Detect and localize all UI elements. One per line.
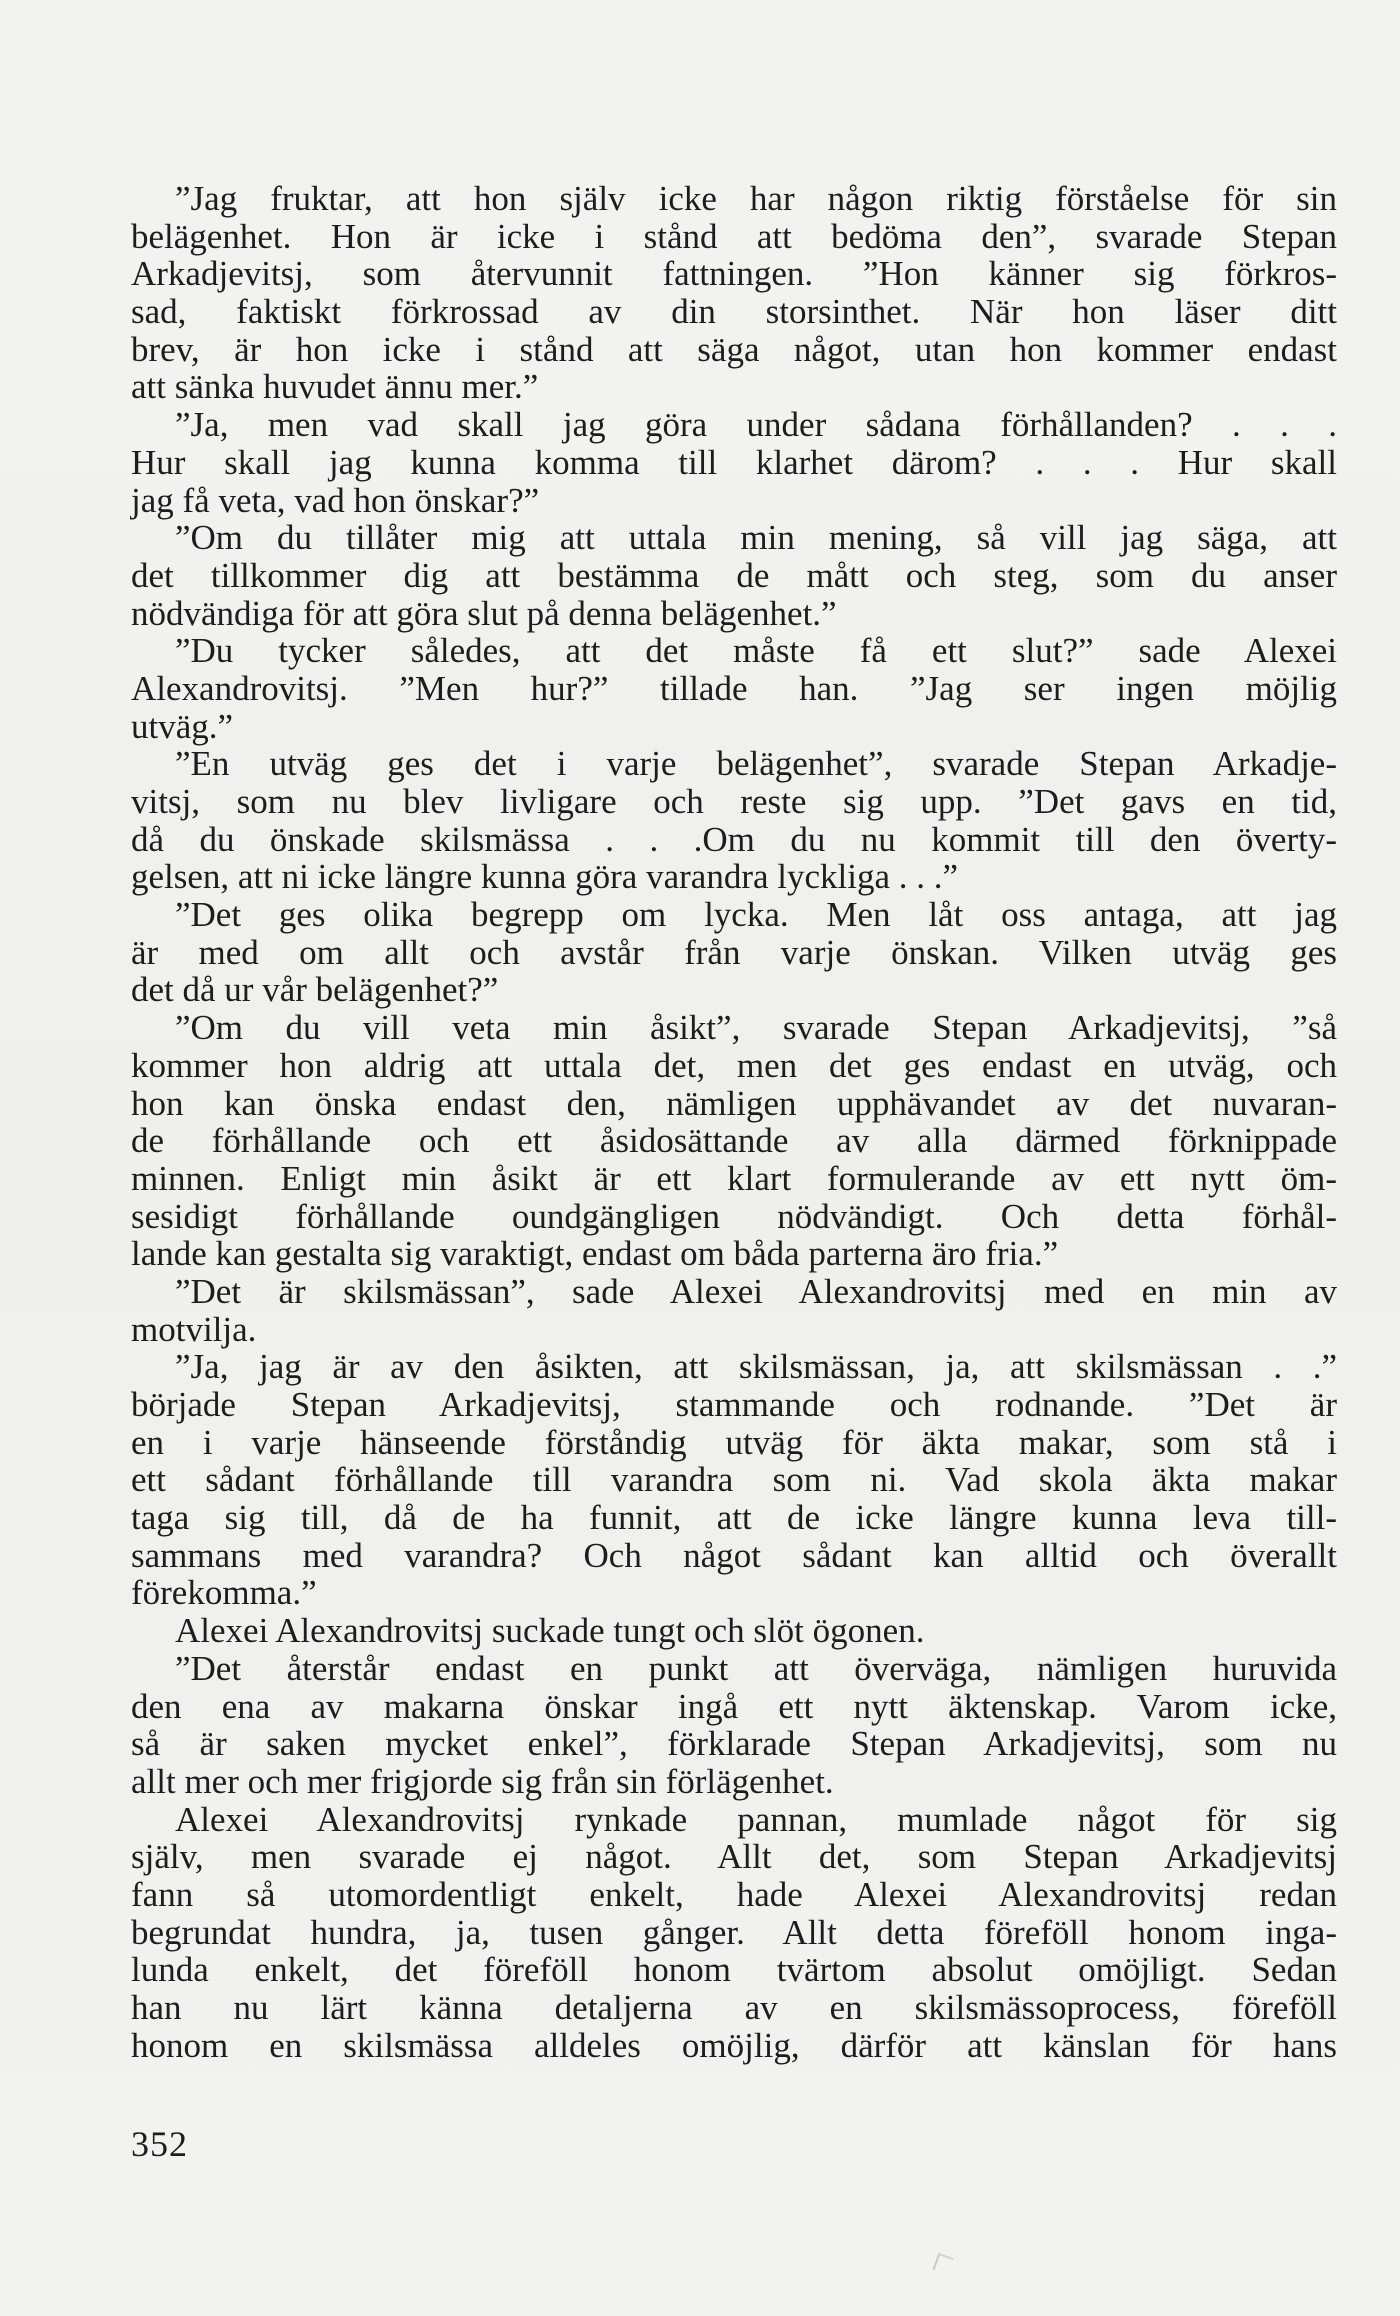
text-line: den ena av makarna önskar ingå ett nytt äktenskap. Varom icke,	[131, 1686, 1337, 1726]
text-line: utväg.”	[131, 706, 234, 746]
text-line: fann så utomordentligt enkelt, hade Alexei Alexandrovitsj redan	[131, 1874, 1337, 1914]
text-line: de förhållande och ett åsidosättande av alla därmed förknippade	[131, 1121, 1337, 1161]
text-line: Hur skall jag kunna komma till klarhet därom? . . . Hur skall	[131, 442, 1337, 482]
text-line: ”Ja, jag är av den åsikten, att skilsmässan, ja, att skilsmässan . .”	[175, 1347, 1337, 1387]
body-text	[131, 180, 1337, 2064]
text-line: minnen. Enligt min åsikt är ett klart formulerande av ett nytt öm-	[131, 1158, 1337, 1198]
text-line: Alexandrovitsj. ”Men hur?” tillade han. ”Jag ser ingen möjlig	[131, 668, 1337, 708]
text-line: sesidigt förhållande oundgängligen nödvändigt. Och detta förhål-	[131, 1196, 1337, 1236]
text-line: Alexei Alexandrovitsj rynkade pannan, mumlade något för sig	[175, 1799, 1337, 1839]
text-line: belägenhet. Hon är icke i stånd att bedöma den”, svarade Stepan	[131, 216, 1337, 256]
text-line: då du önskade skilsmässa . . .Om du nu kommit till den överty-	[131, 819, 1337, 859]
text-line: hon kan önska endast den, nämligen upphävandet av det nuvaran-	[131, 1083, 1337, 1123]
text-line: gelsen, att ni icke längre kunna göra varandra lyckliga . . .”	[131, 857, 959, 897]
paper-mark	[932, 2253, 953, 2275]
text-line: ”Det återstår endast en punkt att överväga, nämligen huruvida	[175, 1648, 1337, 1688]
text-line: allt mer och mer frigjorde sig från sin förlägenhet.	[131, 1761, 834, 1801]
text-line: så är saken mycket enkel”, förklarade Stepan Arkadjevitsj, som nu	[131, 1724, 1337, 1764]
text-line: nödvändiga för att göra slut på denna belägenhet.”	[131, 593, 837, 633]
text-line: kommer hon aldrig att uttala det, men det ges endast en utväg, och	[131, 1045, 1337, 1085]
text-line: är med om allt och avstår från varje önskan. Vilken utväg ges	[131, 932, 1337, 972]
text-line: ”En utväg ges det i varje belägenhet”, svarade Stepan Arkadje-	[175, 744, 1337, 784]
text-line: sad, faktiskt förkrossad av din storsinthet. När hon läser ditt	[131, 292, 1337, 332]
text-line: började Stepan Arkadjevitsj, stammande och rodnande. ”Det är	[131, 1385, 1337, 1424]
text-line: ”Det är skilsmässan”, sade Alexei Alexandrovitsj med en min av	[175, 1271, 1337, 1311]
text-line: förekomma.”	[131, 1573, 317, 1613]
text-line: lande kan gestalta sig varaktigt, endast om båda parterna äro fria.”	[131, 1234, 1059, 1274]
text-line: jag få veta, vad hon önskar?”	[131, 480, 540, 520]
page-number: 352	[131, 2124, 188, 2164]
text-line: Alexei Alexandrovitsj suckade tungt och slöt ögonen.	[175, 1611, 925, 1651]
text-line: ”Om du vill veta min åsikt”, svarade Stepan Arkadjevitsj, ”så	[175, 1008, 1337, 1048]
text-line: själv, men svarade ej något. Allt det, som Stepan Arkadjevitsj	[131, 1837, 1337, 1877]
text-line: Arkadjevitsj, som återvunnit fattningen. ”Hon känner sig förkros-	[131, 254, 1337, 294]
text-line: det då ur vår belägenhet?”	[131, 970, 499, 1010]
text-line: det tillkommer dig att bestämma de mått och steg, som du anser	[131, 555, 1337, 595]
text-line: vitsj, som nu blev livligare och reste sig upp. ”Det gavs en tid,	[131, 782, 1337, 821]
text-line: ett sådant förhållande till varandra som ni. Vad skola äkta makar	[131, 1460, 1337, 1500]
text-line: brev, är hon icke i stånd att säga något, utan hon kommer endast	[131, 329, 1337, 369]
text-line: en i varje hänseende förståndig utväg för äkta makar, som stå i	[131, 1422, 1337, 1462]
text-line: begrundat hundra, ja, tusen gånger. Allt detta föreföll honom inga-	[131, 1912, 1337, 1952]
text-line: ”Ja, men vad skall jag göra under sådana förhållanden? . . .	[175, 405, 1337, 445]
text-line: att sänka huvudet ännu mer.”	[131, 367, 539, 407]
text-line: sammans med varandra? Och något sådant kan alltid och överallt	[131, 1535, 1337, 1575]
text-line: motvilja.	[131, 1309, 257, 1349]
text-line: ”Det ges olika begrepp om lycka. Men låt oss antaga, att jag	[175, 895, 1337, 935]
text-line: ”Jag fruktar, att hon själv icke har någon riktig förståelse för sin	[175, 179, 1337, 218]
text-line: ”Du tycker således, att det måste få ett slut?” sade Alexei	[175, 631, 1337, 671]
text-line: ”Om du tillåter mig att uttala min mening, så vill jag säga, att	[175, 518, 1337, 558]
text-line: taga sig till, då de ha funnit, att de icke längre kunna leva till-	[131, 1498, 1337, 1538]
text-line: honom en skilsmässa alldeles omöjlig, därför att känslan för hans	[131, 2025, 1337, 2065]
text-line: lunda enkelt, det föreföll honom tvärtom absolut omöjligt. Sedan	[131, 1950, 1337, 1990]
text-line: han nu lärt känna detaljerna av en skilsmässoprocess, föreföll	[131, 1988, 1337, 2027]
